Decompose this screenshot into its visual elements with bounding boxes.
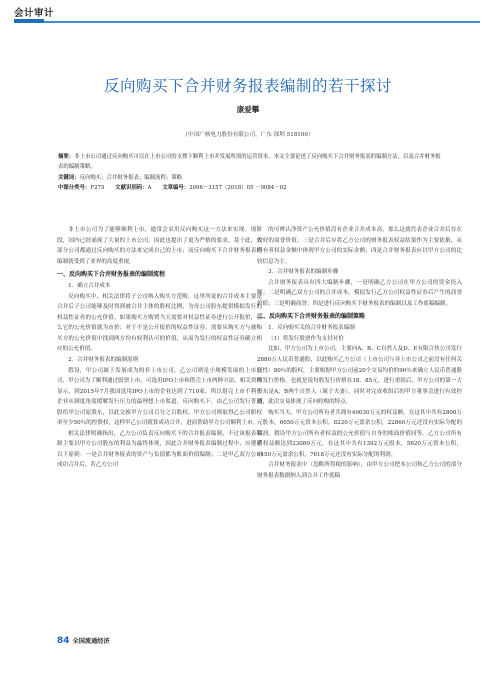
header-rule xyxy=(14,21,480,23)
doc-code-label: 文献识别码： xyxy=(115,185,148,192)
abstract-label: 摘要： xyxy=(58,154,75,160)
header-accent xyxy=(14,19,44,23)
abstract-text: 非上市公司通过反向购买可以在上市公司的支撑下顺利上市并发展所需的运营资本。本文主要论述了反向购买下合并财务报表的编制方法，以及合并财务报表的编制策略。 xyxy=(58,154,441,171)
article-title: 反向购买下合并财务报表编制的若干探讨 xyxy=(103,77,392,95)
paragraph: 合并财务报表具有四大编制步骤，一是明确乙方公司在甲方公司的资金投入额；二是明确乙双方公司的合并成本，模拟发行乙方公司权益性证券后产生的商誉价值；三是明确商誉；四是进行反向购买下财务报表的编制以及工作底稿编制。 xyxy=(257,279,462,307)
section-heading: 1．确立合并成本 xyxy=(68,283,111,290)
paragraph: 合并财务报表中（忽略所得税的影响），由甲方公司把本公司和乙方公司的部分财务报表数据纳入到合并工作底稿 xyxy=(257,462,462,480)
section-heading: 3．合并财务报表的编制步骤 xyxy=(268,269,339,276)
affiliation: （中国广核电力股份有限公司，广东 深圳 518100） xyxy=(182,132,314,138)
author: 康爱攀 xyxy=(236,105,260,114)
keywords-line xyxy=(58,173,442,184)
section-heading: （1）将发行股票作为支付对价 xyxy=(268,335,344,342)
paragraph: 非上市公司为了能够顺利上市，通常会采用反向购买这一方法来实现。现阶段，国内已经涌现了大量的上市公司，因此也提出了更为严格的要求，基于此，大部分公司都通过反向购买的方法来完成自己的上市；而反向购买下合并财务报表的编制就受到了业界的高度重视。 xyxy=(57,227,262,265)
journal-name: 全国流通经济 xyxy=(72,638,110,645)
paragraph: 反向购买中，相关法律将子公司纳入购买方范畴，这里所说的合并成本主要是合并后子公司能够及时得到被合并主体的股权比例，为母公司股东提供模拟发行的权益性证券的公允价值。如果购买方购置当天需要对权益性证券进行公开报价，那么它的公允价值就为市价；对于不是公开报价的权益性证券，需要从购买方与被购买方的公允价值中找到两方均有权利认可的价值，从而为发行的权益性证券确立相应的公允价值。 xyxy=(57,293,262,353)
doc-code: A xyxy=(147,185,152,192)
paragraph: 的可辨认净资产公允价值没有企业合并成本高，那么这就代表企业合并后存在较好的商誉价值；三是合并后应将乙方公司的财务报表权益结果作为主要依据，从所有者权益金额中体现甲方公司的实际金额；四是合并财务报表应以甲方公司的比较信息为主。 xyxy=(257,227,462,265)
section-heading: 二、反向购买下合并财务报表的编制策略 xyxy=(257,313,366,321)
article-no: 2096－3157（2018）05 －0084－02 xyxy=(189,185,287,192)
journal-header xyxy=(0,0,496,22)
clc-label: 中图分类号： xyxy=(58,185,91,192)
right-column xyxy=(257,225,462,482)
abstract-block xyxy=(58,152,442,194)
classification-line xyxy=(58,183,442,194)
page-number: 84 xyxy=(57,636,70,646)
clc: F275 xyxy=(90,185,105,192)
paragraph: 假设，甲公司属于发展成为的非上市公司，乙公司则是小规模发展的上市公司，甲公司为了顺利通过股票上市，可选用IPO上市和借壳上市两种方法。相关资料显示，到2015年7月我国选用IPO上市的企业达到了710家，所以借壳上市不利于企业从制度角度缓解发行压力的最理想上市渠道。反向购买下，由乙公司发行普通股给甲公司原股东，以此交换甲方公司百分之百股权，甲方公司则取得乙公司职权率至少50％的控股权，这样甲乙公司就算成功合并，进而帮助甲方公司顺利上市。 xyxy=(57,367,262,427)
keywords-label: 关键词： xyxy=(58,174,80,181)
section-label: 会计审计 xyxy=(14,8,55,19)
abstract xyxy=(58,152,442,173)
left-column xyxy=(57,225,262,471)
paragraph: 购买当天，甲方公司所有者共拥有40030万元的权益额，在这其中共有2800万元股本，6050万元资本公积，8220万元盈余公积，22860万元还没有实际分配的利润。假设甲方公司所有者权益的公允价值与自身的账面价值同等。乙方公司所有者权益额达到23080万元，在这其中共有1392万元股本，5620万元资本公积，6450万元盈余公积，7618万元还没有实际分配的利润。 xyxy=(257,409,462,458)
paragraph: 比如，甲方公司为上市公司，主要向A、B、C自然人及D、E有限合伙公司发行2880万人民币普通股，以此购买乙方公司（上市公司与非上市公司之前没有任何关联性）80％的股权，主要根据甲方公司前20个交易均价的90％来确立人民币普通股的发行价格，也就是说每股发行价格在18．85元。进行重组后，甲方公司的第一大股东是A，B两个自然人（属于夫妻），同时对完成收组后的甲方董事会进行有效控制，此次交易体现了反向收购的特点。 xyxy=(257,346,462,406)
section-heading: 一、反向购买下合并财务报表的编制流程 xyxy=(57,271,166,279)
article-no-label: 文章编号： xyxy=(162,185,190,192)
section-heading: 1．反向购买关的合并财务报表编制 xyxy=(268,325,355,332)
paragraph: 相关法律明确指出，乙方公司负责反向购买下的合并报表编制，不过该报表编制主要以甲方公司股东的利益为最终体现，因此合并财务报表编制过程中，应遵循以下原则：一是合并财务报表的资产与负债都为账面价值编制；二是甲乙双方公司成功合并后，若乙方公司 xyxy=(57,430,262,469)
keywords: 反向购买；合并财务报表；编制流程；策略 xyxy=(79,174,183,181)
section-heading: 2．合并财务报表的编制原则 xyxy=(68,357,139,364)
page-footer xyxy=(57,636,110,646)
